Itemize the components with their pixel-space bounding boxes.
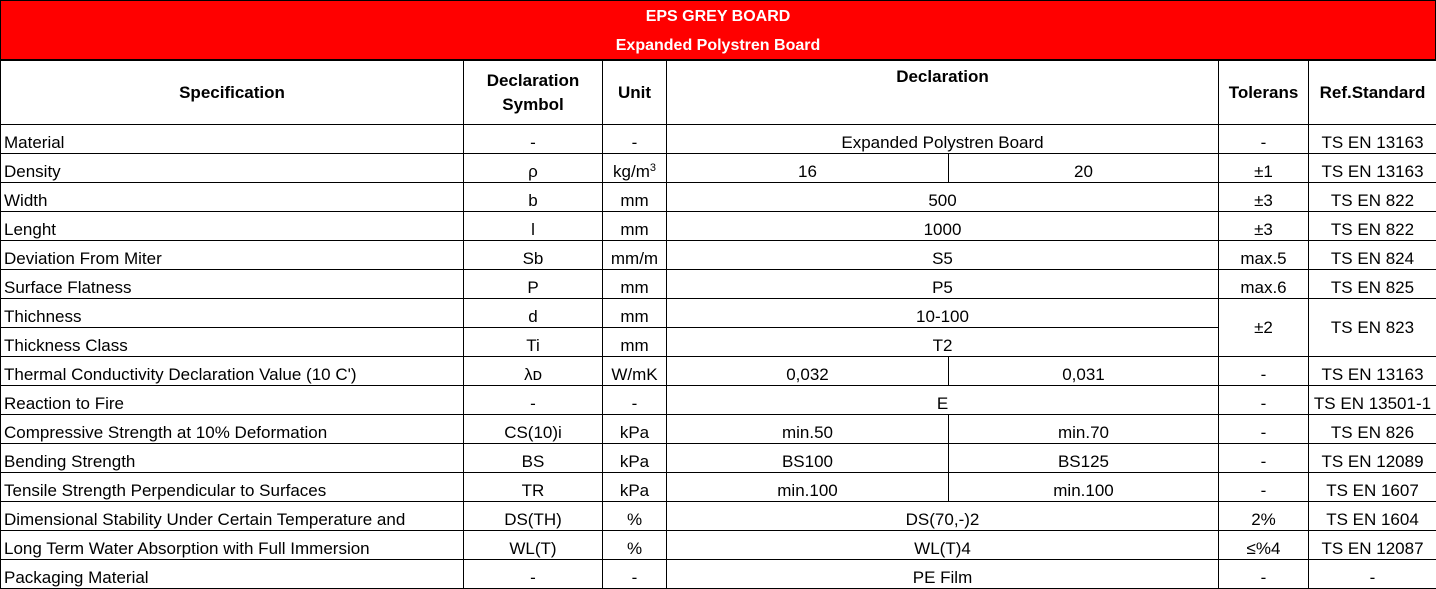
declaration-cell: PE Film [667,560,1219,589]
table-row [1,531,1436,560]
tolerans-cell: ±3 [1219,212,1309,241]
ref-cell: TS EN 1607 [1309,473,1436,502]
spec-cell: Density [1,154,464,183]
declaration-cell: S5 [667,241,1219,270]
declaration-cell: 500 [667,183,1219,212]
symbol-cell: - [464,560,603,589]
tolerans-cell: ≤%4 [1219,531,1309,560]
declaration-cell-a: 0,032 [667,357,949,386]
header-unit: Unit [603,61,667,125]
declaration-cell: P5 [667,270,1219,299]
symbol-cell: - [464,386,603,415]
symbol-cell: P [464,270,603,299]
table-row [1,154,1436,183]
declaration-cell: 10-100 [667,299,1219,328]
unit-cell: kPa [603,415,667,444]
spec-cell: Width [1,183,464,212]
declaration-cell-a: min.100 [667,473,949,502]
declaration-cell-a: 16 [667,154,949,183]
ref-cell: - [1309,560,1436,589]
unit-cell: mm [603,299,667,328]
symbol-cell: TR [464,473,603,502]
spec-cell: Bending Strength [1,444,464,473]
ref-cell: TS EN 823 [1309,299,1436,357]
symbol-cell: DS(TH) [464,502,603,531]
spec-cell: Thickness Class [1,328,464,357]
symbol-cell: l [464,212,603,241]
table-row [1,473,1436,502]
symbol-cell: BS [464,444,603,473]
unit-superscript: 3 [650,162,656,174]
spec-cell: Packaging Material [1,560,464,589]
spec-cell: Deviation From Miter [1,241,464,270]
tolerans-cell: 2% [1219,502,1309,531]
table-row [1,415,1436,444]
declaration-cell-a: BS100 [667,444,949,473]
declaration-cell: WL(T)4 [667,531,1219,560]
tolerans-cell: - [1219,473,1309,502]
spec-cell: Material [1,125,464,154]
tolerans-cell: - [1219,415,1309,444]
declaration-cell: 1000 [667,212,1219,241]
table-row [1,560,1436,589]
symbol-cell: Sb [464,241,603,270]
header-row [1,61,1436,125]
declaration-cell-b: min.100 [949,473,1219,502]
tolerans-cell: - [1219,560,1309,589]
ref-cell: TS EN 12087 [1309,531,1436,560]
spec-cell: Tensile Strength Perpendicular to Surfaces [1,473,464,502]
spec-cell: Compressive Strength at 10% Deformation [1,415,464,444]
unit-cell: - [603,386,667,415]
table-row [1,444,1436,473]
spec-cell: Reaction to Fire [1,386,464,415]
table-row [1,357,1436,386]
unit-base: kg/m [613,162,650,181]
symbol-cell: d [464,299,603,328]
header-ref-standard: Ref.Standard [1309,61,1436,125]
table-row [1,386,1436,415]
unit-cell: % [603,502,667,531]
declaration-cell-b: 0,031 [949,357,1219,386]
declaration-cell-b: BS125 [949,444,1219,473]
symbol-cell: - [464,125,603,154]
spec-cell: Long Term Water Absorption with Full Immersion [1,531,464,560]
tolerans-cell: - [1219,444,1309,473]
unit-cell: mm [603,270,667,299]
declaration-cell-b: 20 [949,154,1219,183]
header-declaration-symbol: Declaration Symbol [464,61,603,125]
table-row [1,299,1436,328]
unit-cell: - [603,125,667,154]
ref-cell: TS EN 824 [1309,241,1436,270]
tolerans-cell: max.6 [1219,270,1309,299]
header-declaration: Declaration [667,61,1219,125]
tolerans-cell: max.5 [1219,241,1309,270]
unit-cell: - [603,560,667,589]
unit-cell: mm [603,328,667,357]
spec-cell: Lenght [1,212,464,241]
header-tolerans: Tolerans [1219,61,1309,125]
tolerans-cell: ±3 [1219,183,1309,212]
sheet-title: EPS GREY BOARD [1,8,1435,26]
table-row [1,502,1436,531]
spec-cell: Surface Flatness [1,270,464,299]
spec-cell: Dimensional Stability Under Certain Temperature and [1,502,464,531]
declaration-cell: E [667,386,1219,415]
spec-cell: Thichness [1,299,464,328]
table-row [1,212,1436,241]
declaration-cell: T2 [667,328,1219,357]
unit-cell: mm/m [603,241,667,270]
tolerans-cell: ±2 [1219,299,1309,357]
header-specification: Specification [1,61,464,125]
ref-cell: TS EN 825 [1309,270,1436,299]
ref-cell: TS EN 822 [1309,183,1436,212]
declaration-cell-a: min.50 [667,415,949,444]
ref-cell: TS EN 12089 [1309,444,1436,473]
ref-cell: TS EN 1604 [1309,502,1436,531]
tolerans-cell: - [1219,386,1309,415]
unit-cell: kPa [603,473,667,502]
ref-cell: TS EN 822 [1309,212,1436,241]
ref-cell: TS EN 826 [1309,415,1436,444]
symbol-cell: b [464,183,603,212]
unit-cell: mm [603,183,667,212]
unit-cell: % [603,531,667,560]
unit-cell [603,154,667,183]
table-row [1,241,1436,270]
declaration-cell: Expanded Polystren Board [667,125,1219,154]
symbol-cell: λᴅ [464,357,603,386]
ref-cell: TS EN 13163 [1309,125,1436,154]
sheet-subtitle: Expanded Polystren Board [1,37,1435,55]
ref-cell: TS EN 13163 [1309,357,1436,386]
tolerans-cell: - [1219,357,1309,386]
declaration-cell-b: min.70 [949,415,1219,444]
table-row [1,125,1436,154]
table-row [1,183,1436,212]
unit-cell: kPa [603,444,667,473]
specification-table [0,60,1436,589]
tolerans-cell: ±1 [1219,154,1309,183]
ref-cell: TS EN 13501-1 [1309,386,1436,415]
title-banner [0,0,1436,60]
ref-cell: TS EN 13163 [1309,154,1436,183]
spec-cell: Thermal Conductivity Declaration Value (10 C') [1,357,464,386]
symbol-cell: ρ [464,154,603,183]
declaration-cell: DS(70,-)2 [667,502,1219,531]
symbol-cell: WL(T) [464,531,603,560]
symbol-cell: Ti [464,328,603,357]
unit-cell: mm [603,212,667,241]
tolerans-cell: - [1219,125,1309,154]
unit-cell: W/mK [603,357,667,386]
table-row [1,270,1436,299]
symbol-cell: CS(10)i [464,415,603,444]
